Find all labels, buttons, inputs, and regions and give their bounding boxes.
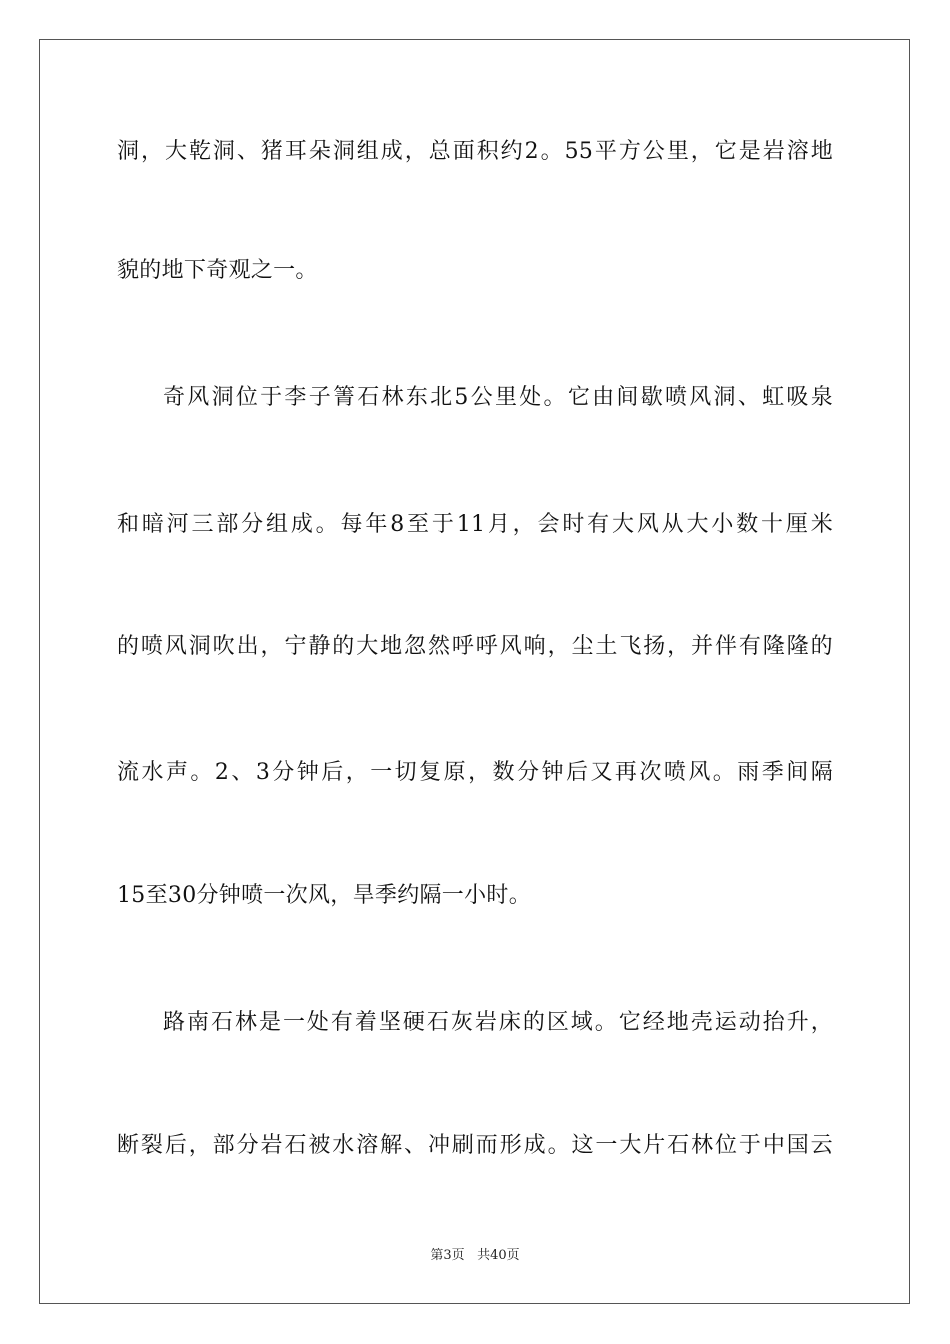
text-line-1: 洞，大乾洞、猪耳朵洞组成，总面积约2。55平方公里，它是岩溶地 [117, 139, 833, 164]
text-line-6: 流水声。2、3分钟后，一切复原，数分钟后又再次喷风。雨季间隔 [117, 760, 833, 785]
text-line-3: 奇风洞位于李子箐石林东北5公里处。它由间歇喷风洞、虹吸泉 [163, 385, 833, 410]
text-line-2: 貌的地下奇观之一。 [117, 258, 318, 283]
page-border [39, 39, 910, 1304]
text-line-7: 15至30分钟喷一次风，旱季约隔一小时。 [117, 883, 531, 908]
page-number: 第3页 [430, 1248, 465, 1263]
page-footer [0, 1247, 950, 1265]
text-line-4: 和暗河三部分组成。每年8至于11月，会时有大风从大小数十厘米 [117, 512, 833, 537]
text-line-5: 的喷风洞吹出，宁静的大地忽然呼呼风响，尘土飞扬，并伴有隆隆的 [117, 634, 833, 659]
text-line-8: 路南石林是一处有着坚硬石灰岩床的区域。它经地壳运动抬升， [163, 1010, 833, 1035]
page-total: 共40页 [477, 1248, 520, 1263]
text-line-9: 断裂后，部分岩石被水溶解、冲刷而形成。这一大片石林位于中国云 [117, 1133, 833, 1158]
